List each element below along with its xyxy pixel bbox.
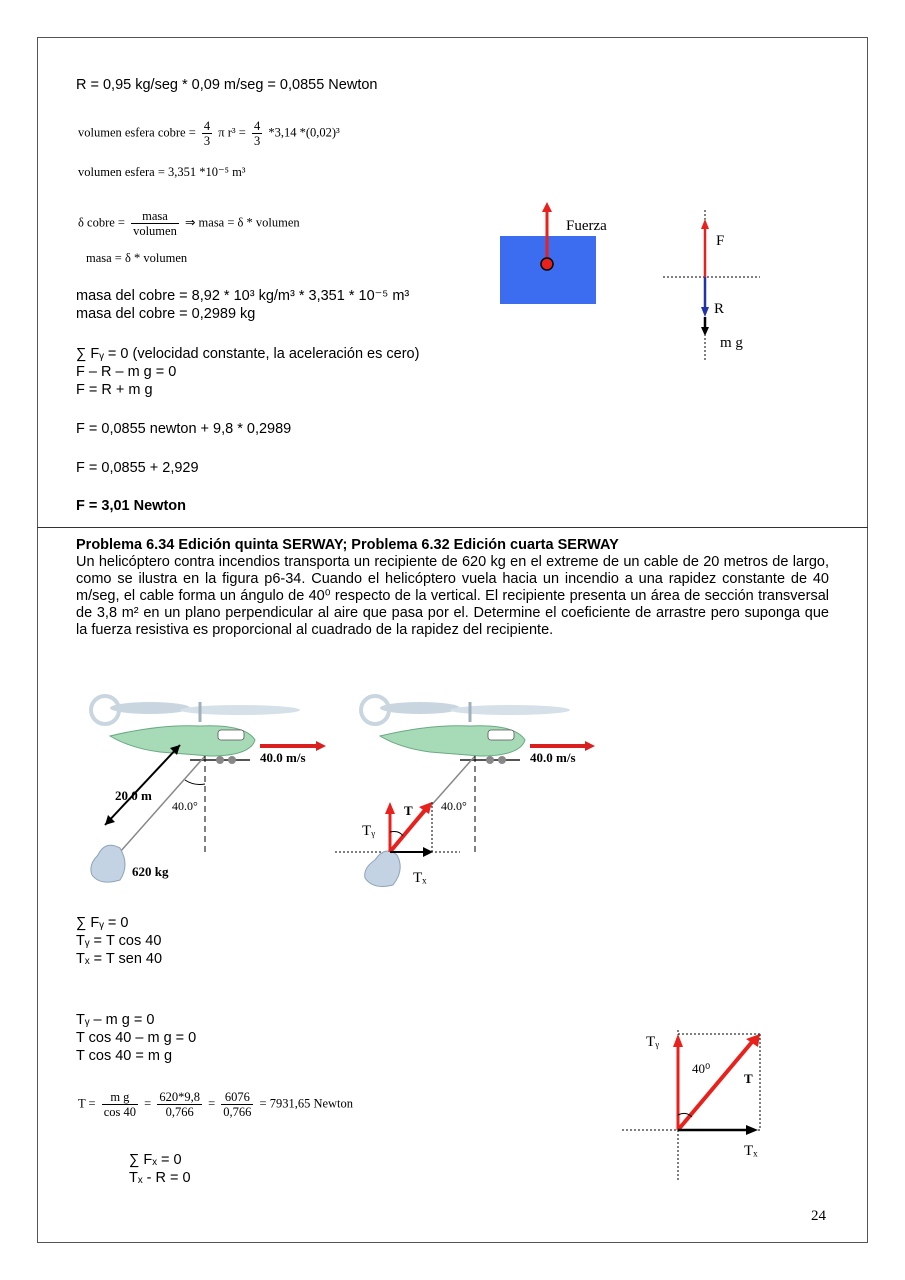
final-result: F = 3,01 Newton <box>76 498 186 514</box>
volume-formula: volumen esfera cobre = $\frac{4}{3}$ π r³ = $\frac{4}{3}$ *3,14 *(0,02)³ <box>78 119 340 148</box>
t-vector <box>678 1042 752 1130</box>
equation-3: F = 0,0855 newton + 9,8 * 0,2989 <box>76 421 292 437</box>
speed-label: 40.0 m/s <box>260 750 306 765</box>
equation-2: F = R + m g <box>76 382 153 398</box>
t-label: T <box>744 1071 753 1086</box>
arrow-head-icon <box>316 741 326 751</box>
tcos-mg: T cos 40 – m g = 0 <box>76 1030 197 1046</box>
arrow-head-icon <box>701 327 709 336</box>
arrow-head-icon <box>423 847 433 857</box>
cable-length-label: 20.0 m <box>115 788 152 803</box>
arrow-head-icon <box>701 219 709 229</box>
ty-cos: Tᵧ = T cos 40 <box>76 933 162 949</box>
fraction: $\frac{4}{3}$ <box>203 119 211 148</box>
fraction: $\frac{\text{masa}}{\text{volumen}}$ <box>133 209 177 238</box>
mass-line-2: masa del cobre = 0,2989 kg <box>76 306 256 322</box>
mass-line-1: masa del cobre = 8,92 * 10³ kg/m³ * 3,351 * 10⁻⁵ m³ <box>76 288 410 304</box>
problem-text: Un helicóptero contra incendios transporta un recipiente de 620 kg en el extreme de un cable de 20 metros de largo, como se ilustra en la figura p6-34. Cuando el helicóptero vuela hacia un incendio a una rapidez constante de 40 m/seg, el cable forma un ángulo de 40⁰ respecto de la vertical. El recipiente presenta un área de sección transversal de 3,8 m² en un plano perpendicular al aire que pasa por el. Determine el coeficiente de arrastre pero suponga que la fuerza resistiva es proporcional al cuadrado de la rapidez del recipiente. <box>76 554 829 638</box>
arrow-head-icon <box>542 202 552 212</box>
arrow-head-icon <box>385 802 395 814</box>
equation-1: F – R – m g = 0 <box>76 364 177 380</box>
bucket <box>91 845 125 882</box>
sum-fx: ∑ Fₓ = 0 <box>129 1152 182 1168</box>
tension-vector-diagram <box>620 1025 790 1185</box>
tension-formula: T = $\frac{\text{m g}}{\cos 40}$ = $\frac{620*9,8}{0,766}$ = $\frac{6076}{0,766}$ = 7931,65 Newton <box>78 1090 354 1119</box>
speed-label: 40.0 m/s <box>530 750 576 765</box>
arrow-head-icon <box>746 1125 758 1135</box>
ty-label: Tᵧ <box>362 823 376 839</box>
ty-mg: Tᵧ – m g = 0 <box>76 1012 155 1028</box>
block-force-diagram <box>495 200 625 310</box>
t-label: T <box>404 803 413 818</box>
page-number: 24 <box>811 1208 826 1224</box>
density-formula: δ cobre = $\frac{\text{masa}}{\text{volumen}}$ ⇒ masa = δ * volumen <box>78 209 300 238</box>
rotor-left <box>380 702 460 714</box>
length-arrow <box>105 745 180 825</box>
wheel <box>486 756 494 764</box>
mg-label: m g <box>720 335 743 351</box>
bucket <box>365 851 400 886</box>
angle-label: 40.0° <box>172 799 198 813</box>
tx-r: Tₓ - R = 0 <box>129 1170 191 1186</box>
fraction: $\frac{4}{3}$ <box>253 119 261 148</box>
sum-fy: ∑ Fᵧ = 0 <box>76 915 129 931</box>
angle-arc <box>390 832 403 837</box>
helicopter-figure-1 <box>80 690 340 890</box>
fraction: $\frac{620*9,8}{0,766}$ <box>159 1090 200 1119</box>
arrow-head-icon <box>673 1034 683 1047</box>
fraction: $\frac{\text{m g}}{\cos 40}$ <box>103 1090 137 1119</box>
r-label: R <box>714 301 725 317</box>
helicopter-figure-2 <box>335 690 605 890</box>
fraction: $\frac{6076}{0,766}$ <box>223 1090 252 1119</box>
tx-sen: Tₓ = T sen 40 <box>76 951 163 967</box>
wheel <box>216 756 224 764</box>
ty-label: Tᵧ <box>646 1034 660 1050</box>
rotor-right <box>180 705 300 715</box>
mass-label: 620 kg <box>132 864 169 879</box>
arrow-head-icon <box>585 741 595 751</box>
problem-title: Problema 6.34 Edición quinta SERWAY; Problema 6.32 Edición cuarta SERWAY <box>76 537 619 553</box>
tcos-eq: T cos 40 = m g <box>76 1048 173 1064</box>
sphere-dot <box>541 258 553 270</box>
cockpit-window <box>218 730 244 740</box>
free-body-diagram <box>660 205 770 365</box>
volume-result: volumen esfera = 3,351 *10⁻⁵ m³ <box>78 165 246 179</box>
wheel <box>228 756 236 764</box>
rotor-left <box>110 702 190 714</box>
cockpit-window <box>488 730 514 740</box>
fuerza-label: Fuerza <box>566 218 607 234</box>
section-divider <box>37 527 868 528</box>
f-label: F <box>716 233 725 249</box>
rotor-right <box>450 705 570 715</box>
wheel <box>498 756 506 764</box>
angle-arc <box>185 780 205 785</box>
arrow-head-icon <box>701 307 709 317</box>
equation-4: F = 0,0855 + 2,929 <box>76 460 199 476</box>
tx-label: Tₓ <box>413 870 427 886</box>
tx-label: Tₓ <box>744 1143 758 1159</box>
r-equation: R = 0,95 kg/seg * 0,09 m/seg = 0,0855 Newton <box>76 77 378 93</box>
mass-formula: masa = δ * volumen <box>86 251 188 265</box>
angle-label: 40⁰ <box>692 1061 711 1076</box>
angle-label: 40.0° <box>441 799 467 813</box>
sum-fy-line: ∑ Fᵧ = 0 (velocidad constante, la aceleración es cero) <box>76 346 420 362</box>
